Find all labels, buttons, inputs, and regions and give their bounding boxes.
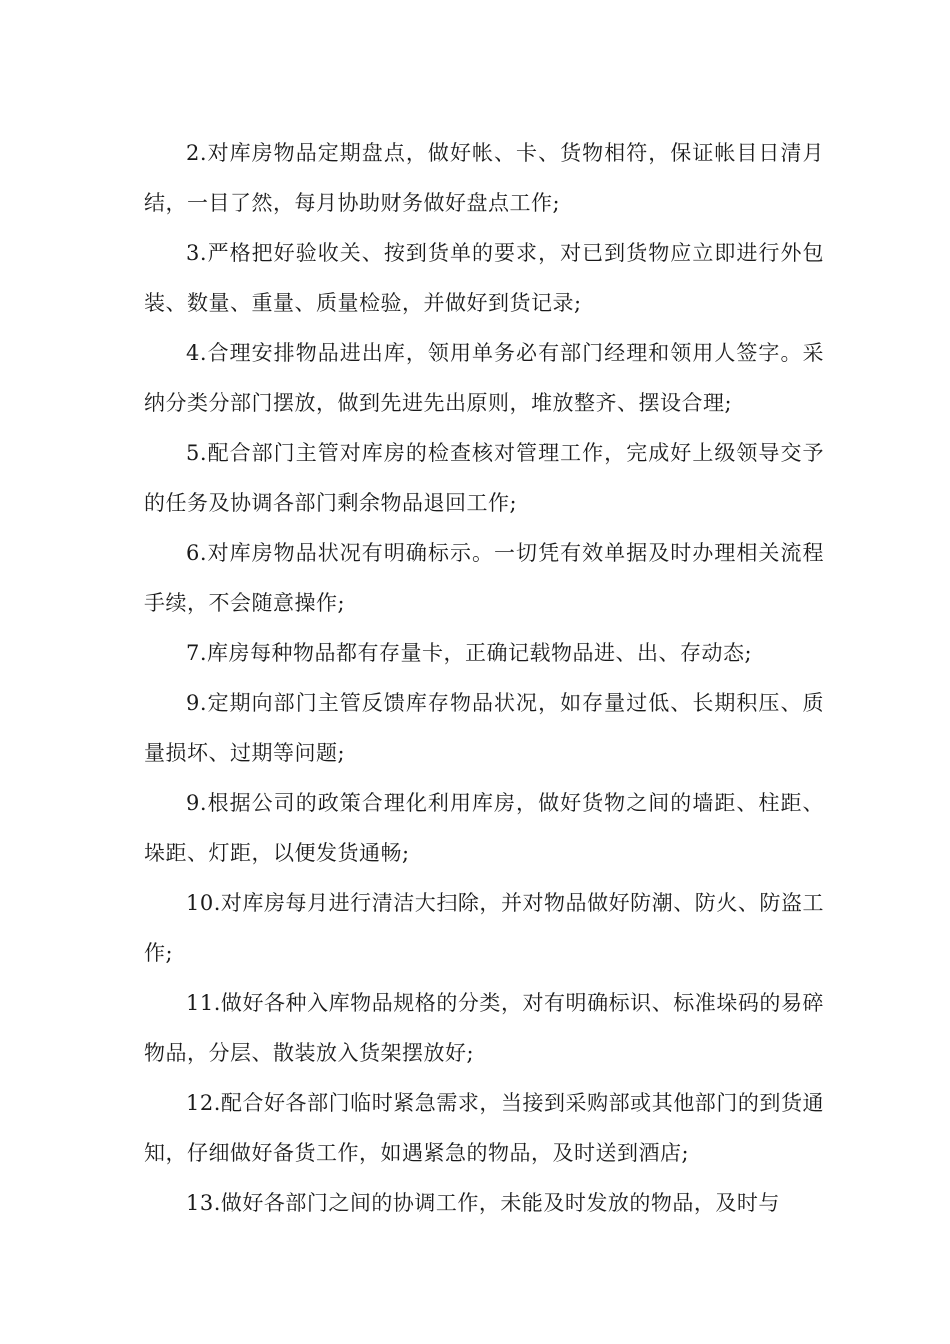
- document-body: [144, 128, 824, 1228]
- paragraph-item-12: 12.配合好各部门临时紧急需求，当接到采购部或其他部门的到货通知，仔细做好备货工作，如遇紧急的物品，及时送到酒店;: [144, 1091, 824, 1165]
- paragraph-item-6: 6.对库房物品状况有明确标示。一切凭有效单据及时办理相关流程手续，不会随意操作;: [144, 541, 824, 615]
- paragraph-item-5: 5.配合部门主管对库房的检查核对管理工作，完成好上级领导交予的任务及协调各部门剩余物品退回工作;: [144, 441, 824, 515]
- paragraph-item-2: 2.对库房物品定期盘点，做好帐、卡、货物相符，保证帐目日清月结，一目了然，每月协助财务做好盘点工作;: [144, 141, 824, 215]
- paragraph-item-10: 10.对库房每月进行清洁大扫除，并对物品做好防潮、防火、防盗工作;: [144, 891, 824, 965]
- paragraph-item-7: 7.库房每种物品都有存量卡，正确记载物品进、出、存动态;: [186, 641, 753, 665]
- paragraph-item-9b: 9.根据公司的政策合理化利用库房，做好货物之间的墙距、柱距、垛距、灯距，以便发货通畅;: [144, 791, 824, 865]
- paragraph-item-4: 4.合理安排物品进出库，领用单务必有部门经理和领用人签字。采纳分类分部门摆放，做到先进先出原则，堆放整齐、摆设合理;: [144, 341, 824, 415]
- paragraph-item-13: 13.做好各部门之间的协调工作，未能及时发放的物品，及时与: [186, 1191, 780, 1215]
- paragraph-item-11: 11.做好各种入库物品规格的分类，对有明确标识、标准垛码的易碎物品，分层、散装放入货架摆放好;: [144, 991, 824, 1065]
- paragraph-item-3: 3.严格把好验收关、按到货单的要求，对已到货物应立即进行外包装、数量、重量、质量检验，并做好到货记录;: [144, 241, 824, 315]
- paragraph-item-9a: 9.定期向部门主管反馈库存物品状况，如存量过低、长期积压、质量损坏、过期等问题;: [144, 691, 824, 765]
